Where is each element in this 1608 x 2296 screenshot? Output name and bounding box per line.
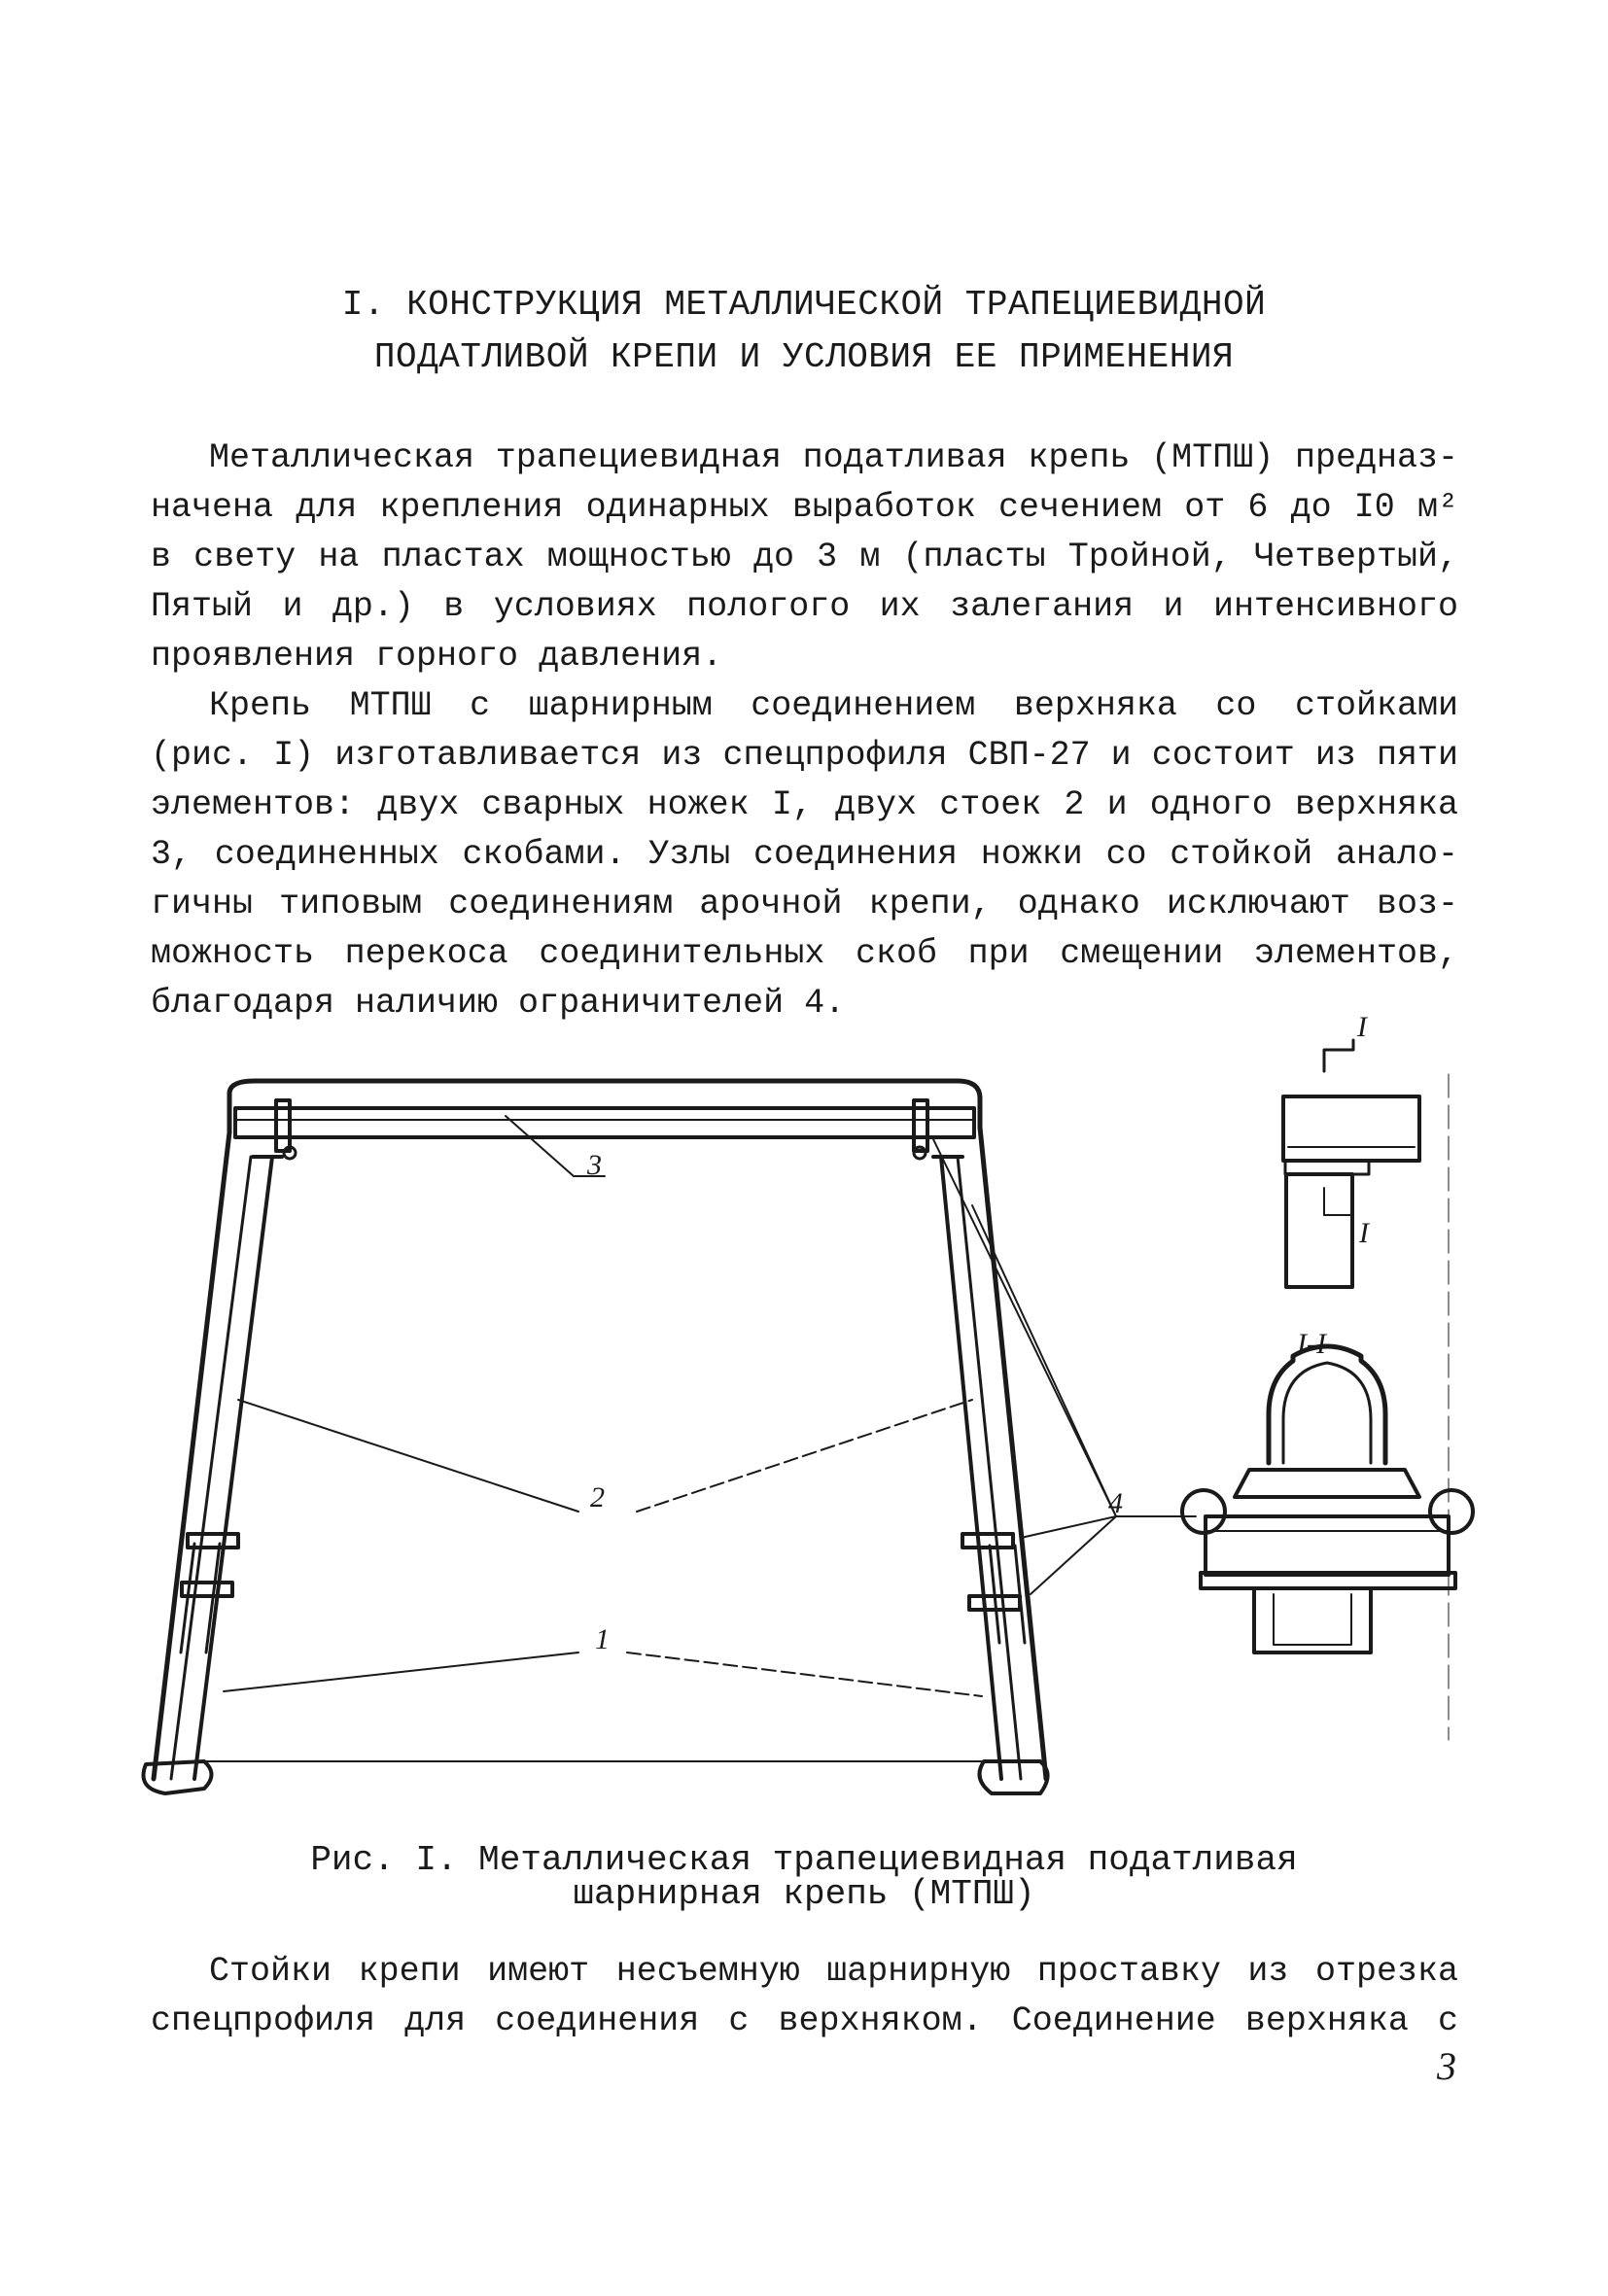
page-number: 3	[1437, 2044, 1456, 2088]
paragraph-1-line: начена для крепления одинарных выработок сечением от 6 до I0 м²	[151, 488, 1458, 527]
label-cut-top: I	[1357, 1011, 1367, 1043]
label-top-beam: 3	[587, 1149, 602, 1181]
paragraph-2-line: (рис. I) изготавливается из спецпрофиля СВП-27 и состоит из пяти	[151, 736, 1458, 775]
paragraph-1-line: в свету на пластах мощностью до 3 м (пласты Тройной, Четвертый,	[151, 538, 1458, 576]
section-heading-line-1: I. КОНСТРУКЦИЯ МЕТАЛЛИЧЕСКОЙ ТРАПЕЦИЕВИДНОЙ	[341, 285, 1267, 325]
left-post	[154, 1132, 282, 1779]
joint-detail	[1283, 1040, 1419, 1287]
paragraph-2-line: благодаря наличию ограничителей 4.	[151, 984, 846, 1023]
paragraph-2-line: 3, соединенных скобами. Узлы соединения ножки со стойкой анало-	[151, 835, 1458, 874]
label-cut-bottom: I	[1359, 1217, 1369, 1249]
label-limiters: 4	[1108, 1487, 1123, 1519]
leader-lines	[224, 1074, 1449, 1740]
label-section: I-I	[1297, 1328, 1326, 1360]
paragraph-2-line: элементов: двух сварных ножек I, двух стоек 2 и одного верхняка	[151, 785, 1458, 824]
top-beam	[229, 1081, 980, 1159]
paragraph-2-line: можность перекоса соединительных скоб при смещении элементов,	[151, 934, 1458, 973]
paragraph-2-line: Крепь МТПШ с шарнирным соединением верхняка со стойками	[209, 686, 1458, 725]
section-heading-line-2: ПОДАТЛИВОЙ КРЕПИ И УСЛОВИЯ ЕЕ ПРИМЕНЕНИЯ	[373, 337, 1235, 377]
paragraph-3-line: спецпрофиля для соединения с верхняком. Соединение верхняка с	[151, 2001, 1458, 2040]
paragraph-3-line: Стойки крепи имеют несъемную шарнирную проставку из отрезка	[209, 1952, 1458, 1991]
label-legs: 1	[595, 1623, 610, 1655]
figure-caption-line-2: шарнирная крепь (МТПШ)	[573, 1874, 1035, 1914]
paragraph-1-line: Металлическая трапециевидная податливая крепь (МТПШ) предназ-	[209, 438, 1458, 477]
paragraph-1-line: Пятый и др.) в условиях пологого их залегания и интенсивного	[151, 587, 1458, 626]
label-posts: 2	[590, 1481, 605, 1513]
figure-caption-line-1: Рис. I. Металлическая трапециевидная податливая	[310, 1840, 1298, 1880]
section-detail	[1182, 1346, 1473, 1652]
right-post	[933, 1128, 1046, 1779]
paragraph-1-line: проявления горного давления.	[151, 637, 723, 676]
paragraph-2-line: гичны типовым соединениям арочной крепи, однако исключают воз-	[151, 885, 1458, 923]
